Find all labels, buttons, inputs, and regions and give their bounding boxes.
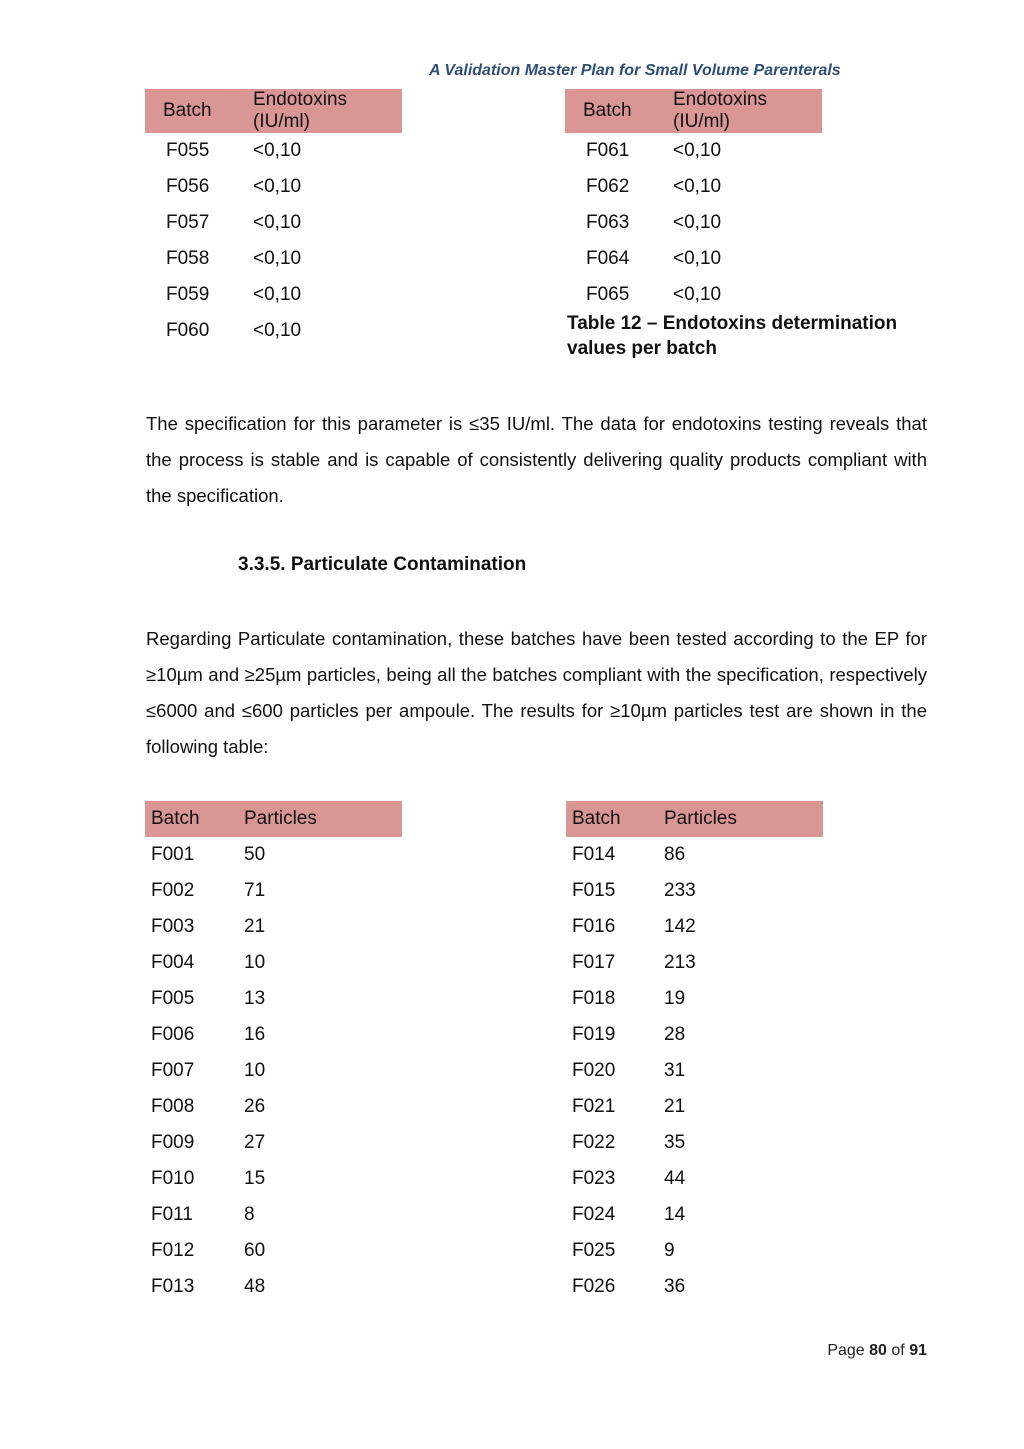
batch-cell: F057 (166, 212, 210, 233)
section-heading: 3.3.5. Particulate Contamination (238, 554, 527, 575)
value-cell: 71 (244, 880, 266, 901)
table-row (565, 205, 822, 241)
value-cell: <0,10 (673, 176, 722, 197)
of-word: of (891, 1342, 905, 1359)
batch-cell: F007 (151, 1060, 195, 1081)
col-value-header: Endotoxins (IU/ml) (665, 89, 822, 133)
value-cell: 142 (664, 916, 696, 937)
value-cell: <0,10 (253, 248, 302, 269)
batch-cell: F002 (151, 880, 195, 901)
batch-cell: F022 (572, 1132, 616, 1153)
value-cell: 27 (244, 1132, 266, 1153)
table-row (145, 1233, 402, 1269)
batch-cell: F064 (586, 248, 630, 269)
value-cell: 9 (664, 1240, 675, 1261)
batch-cell: F014 (572, 844, 616, 865)
batch-cell: F020 (572, 1060, 616, 1081)
value-cell: 14 (664, 1204, 686, 1225)
table-row (145, 1161, 402, 1197)
batch-cell: F061 (586, 140, 630, 161)
value-cell: <0,10 (673, 212, 722, 233)
value-cell: 10 (244, 1060, 266, 1081)
endotoxins-left-body (145, 133, 402, 349)
batch-cell: F060 (166, 320, 210, 341)
table-row (566, 909, 823, 945)
table-row (145, 1089, 402, 1125)
table-header-row (145, 89, 402, 133)
particles-left-body (145, 837, 402, 1305)
batch-cell: F025 (572, 1240, 616, 1261)
table-header-row (565, 89, 822, 133)
batch-cell: F016 (572, 916, 616, 937)
batch-cell: F023 (572, 1168, 616, 1189)
table-row (565, 133, 822, 169)
value-cell: 21 (664, 1096, 686, 1117)
col-batch-header: Batch (566, 801, 658, 837)
batch-cell: F058 (166, 248, 210, 269)
particles-right-body (566, 837, 823, 1305)
value-cell: 15 (244, 1168, 266, 1189)
table-row (565, 169, 822, 205)
table-row (566, 1161, 823, 1197)
value-cell: <0,10 (253, 140, 302, 161)
value-cell: 50 (244, 844, 266, 865)
value-cell: 213 (664, 952, 696, 973)
table-row (145, 981, 402, 1017)
batch-cell: F021 (572, 1096, 616, 1117)
col-batch-header: Batch (145, 89, 245, 133)
batch-cell: F024 (572, 1204, 616, 1225)
value-cell: 44 (664, 1168, 686, 1189)
col-batch-header: Batch (565, 89, 665, 133)
table-row (145, 1269, 402, 1305)
value-cell: <0,10 (253, 212, 302, 233)
table-header-row (566, 801, 823, 837)
table-header-row (145, 801, 402, 837)
table-row (145, 1017, 402, 1053)
batch-cell: F009 (151, 1132, 195, 1153)
table-row (145, 945, 402, 981)
value-cell: 31 (664, 1060, 686, 1081)
table-row (566, 981, 823, 1017)
batch-cell: F015 (572, 880, 616, 901)
batch-cell: F018 (572, 988, 616, 1009)
value-cell: 60 (244, 1240, 266, 1261)
particulate-paragraph: Regarding Particulate contamination, these batches have been tested according to the EP for ≥10µm and ≥25µm particles, being all the batches compliant with the specification, respectively ≤6000 and ≤600 particles per ampoule. The results for ≥10µm particles test are shown in the following table: (146, 628, 927, 757)
batch-cell: F005 (151, 988, 195, 1009)
value-cell: <0,10 (253, 284, 302, 305)
batch-cell: F063 (586, 212, 630, 233)
batch-cell: F059 (166, 284, 210, 305)
batch-cell: F055 (166, 140, 210, 161)
batch-cell: F010 (151, 1168, 195, 1189)
value-cell: 28 (664, 1024, 686, 1045)
batch-cell: F017 (572, 952, 616, 973)
value-cell: <0,10 (253, 320, 302, 341)
value-cell: 16 (244, 1024, 266, 1045)
col-value-header: Particles (238, 801, 402, 837)
batch-cell: F013 (151, 1276, 195, 1297)
batch-cell: F012 (151, 1240, 195, 1261)
value-cell: <0,10 (673, 140, 722, 161)
page-total: 91 (909, 1342, 927, 1359)
batch-cell: F065 (586, 284, 630, 305)
endotoxins-table-right (565, 89, 822, 313)
table-row (145, 277, 402, 313)
table-row (566, 1269, 823, 1305)
col-value-header: Particles (658, 801, 823, 837)
value-cell: 86 (664, 844, 686, 865)
batch-cell: F004 (151, 952, 195, 973)
page-footer (827, 1342, 927, 1360)
value-cell: 26 (244, 1096, 266, 1117)
table-row (565, 277, 822, 313)
value-cell: 10 (244, 952, 266, 973)
table-row (566, 837, 823, 873)
value-cell: <0,10 (253, 176, 302, 197)
value-cell: 19 (664, 988, 686, 1009)
value-cell: 36 (664, 1276, 686, 1297)
batch-cell: F008 (151, 1096, 195, 1117)
table-row (145, 873, 402, 909)
batch-cell: F026 (572, 1276, 616, 1297)
batch-cell: F003 (151, 916, 195, 937)
table-row (566, 1197, 823, 1233)
particles-table-right (566, 801, 823, 1305)
table-row (566, 1053, 823, 1089)
endotoxins-table-left (145, 89, 402, 349)
table-row (566, 1017, 823, 1053)
batch-cell: F062 (586, 176, 630, 197)
table-row (145, 133, 402, 169)
batch-cell: F001 (151, 844, 195, 865)
table-row (145, 837, 402, 873)
value-cell: <0,10 (673, 248, 722, 269)
spec-paragraph: The specification for this parameter is ≤35 IU/ml. The data for endotoxins testing reveals that the process is stable and is capable of consistently delivering quality products compliant with the specification. (146, 413, 927, 506)
table-row (145, 205, 402, 241)
table-row (145, 1125, 402, 1161)
value-cell: 233 (664, 880, 696, 901)
endotoxins-right-body (565, 133, 822, 313)
table-row (566, 945, 823, 981)
table-row (145, 313, 402, 349)
page-word: Page (827, 1342, 865, 1359)
table-row (145, 241, 402, 277)
table-row (566, 1233, 823, 1269)
value-cell: 8 (244, 1204, 255, 1225)
running-header: A Validation Master Plan for Small Volume Parenterals (429, 62, 841, 79)
table-caption: Table 12 – Endotoxins determination values per batch (567, 313, 898, 359)
value-cell: 21 (244, 916, 266, 937)
col-value-header: Endotoxins (IU/ml) (245, 89, 402, 133)
table-row (566, 873, 823, 909)
table-row (566, 1089, 823, 1125)
table-row (565, 241, 822, 277)
table-row (145, 169, 402, 205)
batch-cell: F019 (572, 1024, 616, 1045)
value-cell: 13 (244, 988, 266, 1009)
batch-cell: F006 (151, 1024, 195, 1045)
value-cell: 35 (664, 1132, 686, 1153)
col-batch-header: Batch (145, 801, 238, 837)
batch-cell: F056 (166, 176, 210, 197)
table-row (145, 1053, 402, 1089)
table-row (145, 909, 402, 945)
value-cell: <0,10 (673, 284, 722, 305)
table-row (566, 1125, 823, 1161)
page-number: 80 (869, 1342, 887, 1359)
table-row (145, 1197, 402, 1233)
batch-cell: F011 (151, 1204, 193, 1225)
value-cell: 48 (244, 1276, 266, 1297)
particles-table-left (145, 801, 402, 1305)
